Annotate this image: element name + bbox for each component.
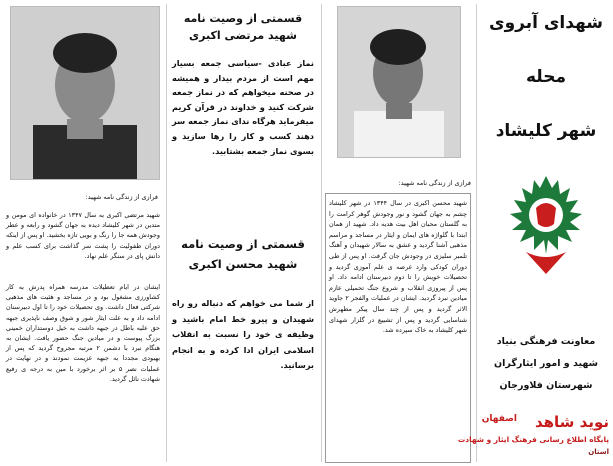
- martyr-photo-mohsen: [337, 6, 461, 158]
- footer-province: اصفهان: [481, 414, 517, 424]
- mohsen-panel: [323, 0, 473, 466]
- right-bio-caption: فرازی از زندگی نامه شهید:: [398, 179, 471, 187]
- left-panel: [0, 0, 165, 466]
- divider-3: [476, 4, 477, 462]
- will-text-morteza: نماز عبادی -سیاسی جمعه بسیار مهم است از مردم بیدار و همیشه در صحنه میخواهم که در نماز جمعه شرکت کنید و خداوند در قرآن کریم میفرماید هرگاه ندای نماز جمعه سر دهند کسب و کار را رها سازید و بسوی نماز جمعه بشتابید.: [172, 58, 314, 156]
- cover-title-line-1: شهدای آبروی: [488, 13, 604, 33]
- left-bio-paragraph-2: ایشان در ایام تعطیلات مدرسه همراه پدرش به کار کشاورزی مشغول بود و در مساجد و هئیت های مذهبی شرکتی فعال داشت. وی تحصیلات خود را تا اول دبیرستان ادامه داد و به علت ایثار شور و شوق وصف ناپذیری جبهه حق علیه باطل در جبهه داشت به خیل دوستداران خمینی بزرگ پیوست و در میادین جنگ حضور یافت. ایشان به هنگام نبرد با دشمن ۲ مرتبه مجروح گردید که پس از بهبودی مجددا به جبهه عزیمت نمودند و در نهایت در عملیات نصر ۵ بر اثر برخورد با مین به درجه ی رفیع شهادت نائل گردید.: [6, 283, 160, 383]
- org-line-2: شهید و امور ایثارگران: [494, 358, 598, 369]
- divider-1: [166, 4, 167, 462]
- middle-panel: [168, 0, 318, 466]
- footer-brand: نوید شاهد: [534, 413, 609, 431]
- will-text-mohsen: از شما می خواهم که دنباله رو راه شهیدان و پیرو خط امام باشید و وظیفه ی خود را نسبت به انقلاب اسلامی ایران ادا کرده و به انجام برسانید.: [172, 298, 314, 370]
- martyr-photo-morteza: [10, 6, 160, 180]
- divider-2: [321, 4, 322, 462]
- navid-shahed-watermark: [392, 410, 611, 464]
- left-bio-paragraph-1: شهید مرتضی اکبری به سال ۱۳۴۷ در خانواده ای مومن و متدین در شهر کلیشاد دیده به جهان گشود و رابعه و عطر وجودش همه جا را رنگ و بویی تازه بخشید. او پس از اینکه دوران طفولیت را پشت سر گذاشت برای کسب علم و دانش پای در سنگر علم نهاد.: [6, 211, 160, 260]
- org-line-1: معاونت فرهنگی بنیاد: [496, 336, 596, 347]
- footer-label: استان: [588, 448, 609, 456]
- left-bio-caption: فرازی از زندگی نامه شهید:: [85, 193, 158, 201]
- cover-title-line-2: محله: [525, 67, 567, 87]
- foundation-logo: [496, 168, 596, 278]
- will-heading-morteza: قسمتی از وصیت نامه شهید مرتضی اکبری: [183, 12, 303, 42]
- cover-title-line-3: شهر کلیشاد: [495, 121, 597, 141]
- will-heading-mohsen: قسمتی از وصیت نامه شهید محسن اکبری: [181, 237, 305, 271]
- right-bio-text: شهید محسن اکبری در سال ۱۳۴۴ در شهر کلیشاد چشم به جهان گشود و نور وجودش گوهر کرامت را به گلستان محبان اهل بیت هدیه داد. شهید از همان ابتدا با گلواژه های ایمان و ایثار در مساجد و مراسم مذهبی آشنا گردید و عشق به سالار شهیدان و آهنگ تلمبر سلیزی در وجودش جان گرفت. او پس از طی دوران کودکی وارد عرصه ی علم آموزی گردید و تحصیلات خویش را تا دوم دبیرستان ادامه داد. او پس از پیروزی انقلاب و شروع جنگ تحمیلی عازم میادین نبرد گردید. ایشان در عملیات والفجر ۲ جاوید الاثر گردید و پس از چند سال پیکر مطهرش شناسایی گردید و پس از تشییع در گلزار شهدای شهر کلیشاد به خاک سپرده شد.: [329, 199, 468, 335]
- org-line-3: شهرستان فلاورجان: [499, 380, 593, 391]
- cover-panel: [478, 0, 613, 466]
- footer-site: پایگاه اطلاع رسانی فرهنگ ایثار و شهادت: [457, 435, 609, 444]
